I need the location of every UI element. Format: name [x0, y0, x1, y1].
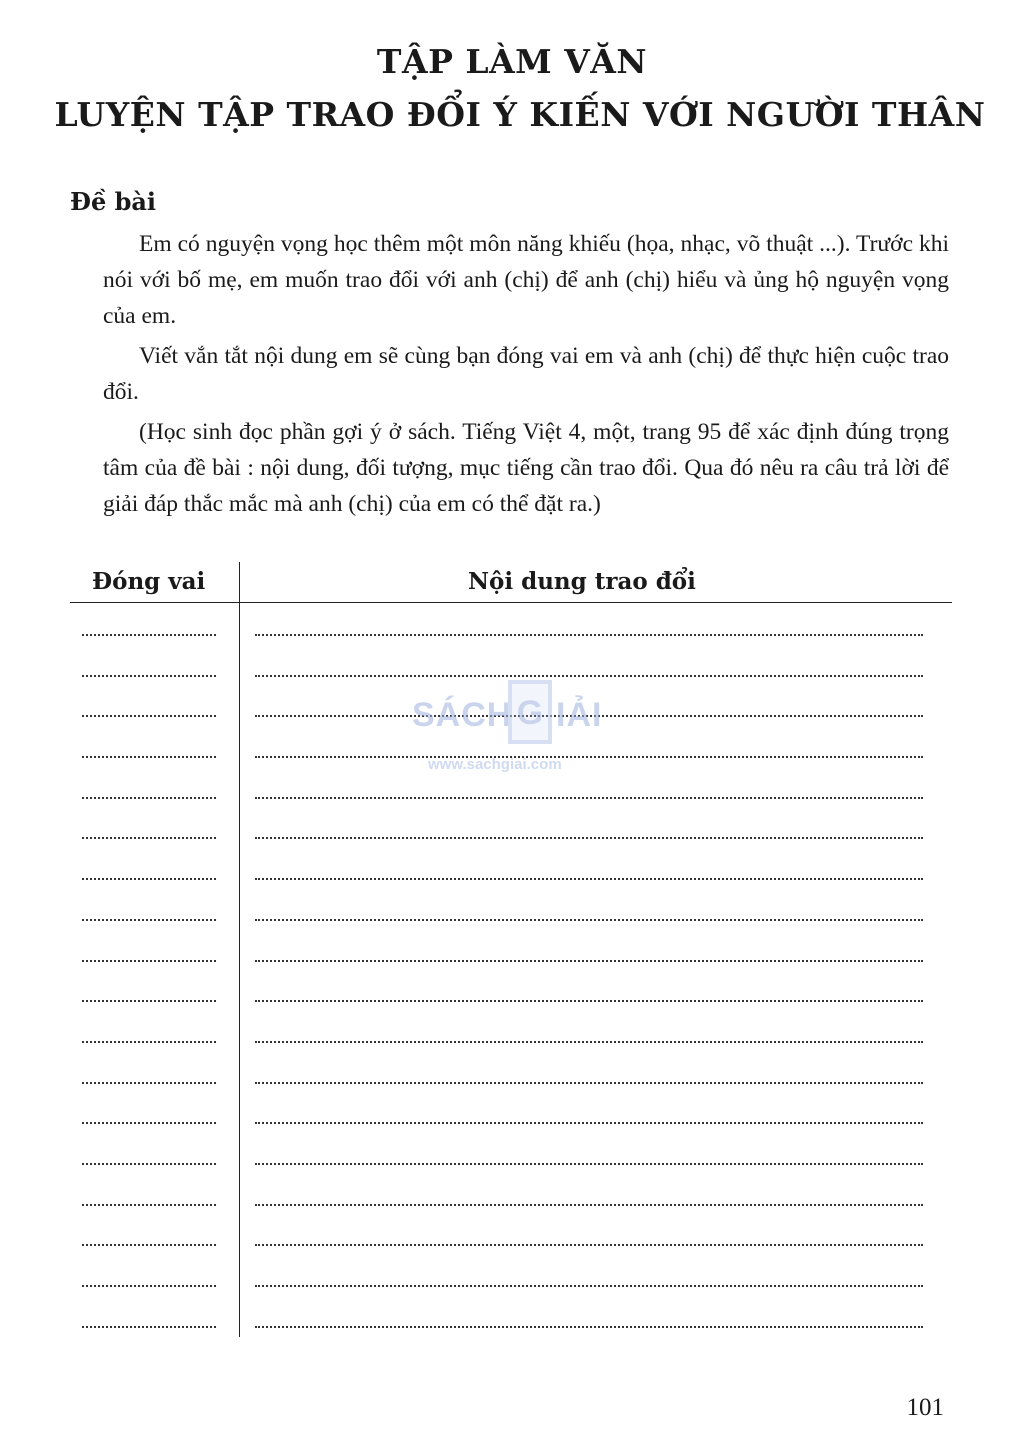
page-subtitle: LUYỆN TẬP TRAO ĐỔI Ý KIẾN VỚI NGƯỜI THÂN	[54, 95, 986, 134]
assignment-paragraph-1: Em có nguyện vọng học thêm một môn năng khiếu (họa, nhạc, võ thuật ...). Trước khi nói với bố mẹ, em muốn trao đổi với anh (chị) để anh (chị) hiểu và ủng hộ nguyện vọng của em.	[103, 231, 949, 329]
content-blank-line[interactable]	[255, 1163, 923, 1165]
content-blank-line[interactable]	[255, 797, 923, 799]
content-blank-line[interactable]	[255, 878, 923, 880]
table-row	[70, 866, 952, 907]
role-blank-line[interactable]	[82, 1204, 216, 1206]
content-blank-line[interactable]	[255, 960, 923, 962]
content-blank-line[interactable]	[255, 837, 923, 839]
table-row	[70, 1232, 952, 1273]
role-blank-line[interactable]	[82, 715, 216, 717]
table-row	[70, 988, 952, 1029]
watermark-right-text: IẢI	[556, 696, 603, 734]
content-blank-line[interactable]	[255, 1326, 923, 1328]
role-blank-line[interactable]	[82, 960, 216, 962]
content-blank-line[interactable]	[255, 634, 923, 636]
column-header-content: Nội dung trao đổi	[468, 568, 696, 595]
assignment-paragraph-2: Viết vắn tắt nội dung em sẽ cùng bạn đóng vai em và anh (chị) để thực hiện cuộc trao đổi.	[103, 343, 949, 405]
table-row	[70, 1029, 952, 1070]
answer-table	[70, 562, 952, 1342]
role-blank-line[interactable]	[82, 1082, 216, 1084]
role-blank-line[interactable]	[82, 634, 216, 636]
role-blank-line[interactable]	[82, 919, 216, 921]
role-blank-line[interactable]	[82, 1122, 216, 1124]
page-number: 101	[906, 1394, 944, 1421]
table-row	[70, 1151, 952, 1192]
table-row	[70, 948, 952, 989]
content-blank-line[interactable]	[255, 1041, 923, 1043]
watermark-box-letter: G	[516, 694, 544, 732]
role-blank-line[interactable]	[82, 756, 216, 758]
role-blank-line[interactable]	[82, 1041, 216, 1043]
table-row	[70, 1314, 952, 1355]
content-blank-line[interactable]	[255, 675, 923, 677]
role-blank-line[interactable]	[82, 837, 216, 839]
page-title: TẬP LÀM VĂN	[376, 42, 648, 81]
role-blank-line[interactable]	[82, 1000, 216, 1002]
watermark-logo	[408, 680, 618, 780]
role-blank-line[interactable]	[82, 1285, 216, 1287]
header-divider	[70, 602, 952, 603]
role-blank-line[interactable]	[82, 1163, 216, 1165]
watermark-left-text: SÁCH	[412, 696, 513, 734]
content-blank-line[interactable]	[255, 1122, 923, 1124]
content-blank-line[interactable]	[255, 1082, 923, 1084]
column-header-role: Đóng vai	[92, 568, 206, 595]
content-blank-line[interactable]	[255, 919, 923, 921]
watermark-url: www.sachgiai.com	[428, 756, 562, 773]
content-blank-line[interactable]	[255, 1204, 923, 1206]
content-blank-line[interactable]	[255, 1000, 923, 1002]
table-row	[70, 907, 952, 948]
table-row	[70, 785, 952, 826]
table-row	[70, 1273, 952, 1314]
content-blank-line[interactable]	[255, 1244, 923, 1246]
role-blank-line[interactable]	[82, 1326, 216, 1328]
table-row	[70, 1070, 952, 1111]
role-blank-line[interactable]	[82, 1244, 216, 1246]
section-heading: Đề bài	[70, 187, 157, 216]
watermark-box	[508, 680, 552, 744]
table-row	[70, 1192, 952, 1233]
table-row	[70, 1110, 952, 1151]
table-row	[70, 825, 952, 866]
role-blank-line[interactable]	[82, 878, 216, 880]
assignment-paragraph-3: (Học sinh đọc phần gợi ý ở sách. Tiếng Việt 4, một, trang 95 để xác định đúng trọng tâm của đề bài : nội dung, đối tượng, mục tiếng cần trao đổi. Qua đó nêu ra câu trả lời để giải đáp thắc mắc mà anh (chị) của em có thể đặt ra.)	[103, 419, 949, 517]
role-blank-line[interactable]	[82, 675, 216, 677]
content-blank-line[interactable]	[255, 1285, 923, 1287]
role-blank-line[interactable]	[82, 797, 216, 799]
table-row	[70, 622, 952, 663]
